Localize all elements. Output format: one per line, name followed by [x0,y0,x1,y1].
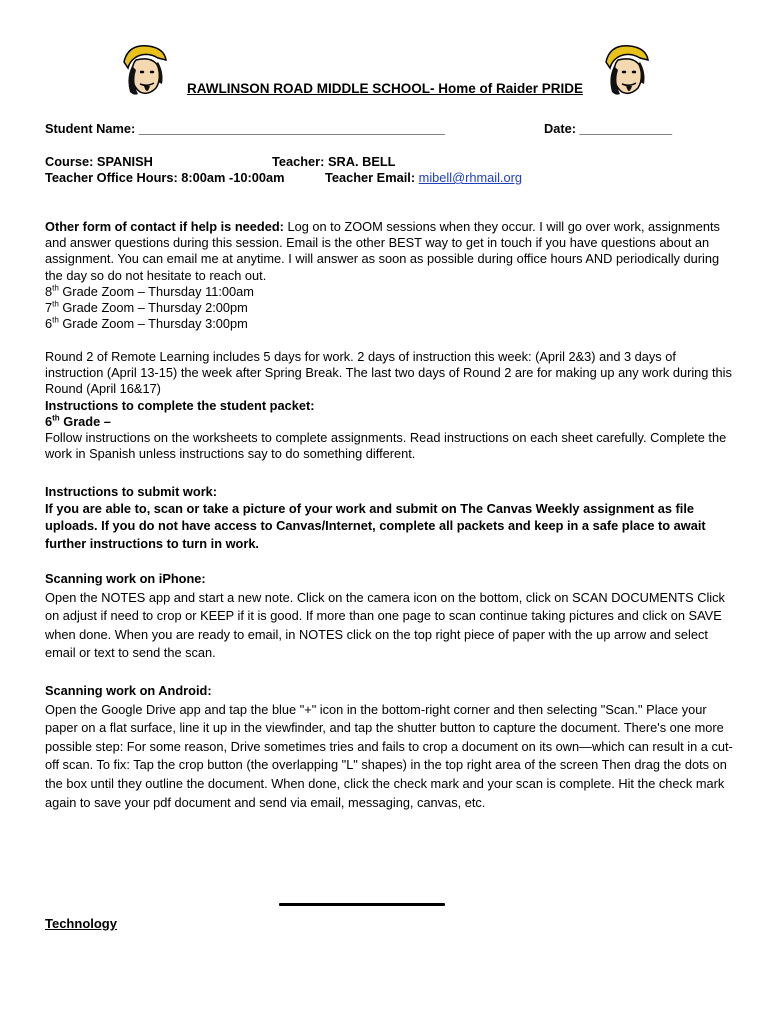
iphone-heading: Scanning work on iPhone: [45,571,206,586]
teacher-email [325,170,522,185]
contact-text: Log on to ZOOM sessions when they occur. I will go over work, assignments and answer questions during this session. Email is the other BEST way to get in touch if you have questions about an assignment. You can email me at anytime. I will answer as soon as possible during office hours AND periodically during the day so do not hesitate to reach out. [45,219,720,283]
android-section [45,682,735,812]
divider-line [279,903,445,906]
email-label: Teacher Email: [325,170,419,185]
iphone-text: Open the NOTES app and start a new note. Click on the camera icon on the bottom, click on SCAN DOCUMENTS Click on adjust if need to crop or KEEP if it is good. If more than one page to scan continue taking pictures and click on SAVE when done. When you are ready to email, in NOTES click on the top right piece of paper with the up arrow and select email or text to send the scan. [45,589,725,661]
zoom-schedule-item: 8th Grade Zoom – Thursday 11:00am [45,283,254,299]
android-heading: Scanning work on Android: [45,683,212,698]
date-field[interactable]: Date: _____________ [544,121,673,136]
submit-heading: Instructions to submit work: [45,484,218,499]
office-hours-label: Teacher Office Hours: 8:00am -10:00am [45,170,285,185]
contact-heading: Other form of contact if help is needed: [45,219,284,234]
page-title: RAWLINSON ROAD MIDDLE SCHOOL- Home of Raider PRIDE [186,81,583,96]
grade-heading: 6th Grade – [45,413,111,429]
iphone-section [45,570,735,663]
student-name-field[interactable]: Student Name: ___________________________________________ [45,121,445,136]
grade-instructions: Follow instructions on the worksheets to complete assignments. Read instructions on each sheet carefully. Complete the work in Spanish unless instructions say to do something different. [45,430,727,462]
submit-section [45,483,735,552]
zoom-schedule-item: 6th Grade Zoom – Thursday 3:00pm [45,315,248,332]
android-text: Open the Google Drive app and tap the blue "+" icon in the bottom-right corner and then selecting "Scan." Place your paper on a flat surface, line it up in the viewfinder, and tap the shutter button to capture the document. There's one more possible step: For some reason, Drive sometimes tries and fails to crop a document on its own—which can result in a cut-off scan. To fix: Tap the crop button (the overlapping "L" shapes) in the top right area of the screen Then drag the dots on the box until they outline the document. When done, click the check mark and your scan is complete. Hit the check mark again to save your pdf document and send via email, messaging, canvas, etc. [45,701,733,810]
round-section [45,349,735,462]
contact-section [45,219,735,332]
course-label: Course: SPANISH [45,154,153,169]
round-text: Round 2 of Remote Learning includes 5 days for work. 2 days of instruction this week: (April 2&3) and 3 days of instruction (April 13-15) the week after Spring Break. The last two days of Round 2 are for making up any work during this Round (April 16&17) [45,349,732,397]
email-link[interactable]: mibell@rhmail.org [418,170,522,185]
technology-heading: Technology [45,916,117,931]
instructions-heading: Instructions to complete the student packet: [45,397,315,413]
zoom-schedule-item: 7th Grade Zoom – Thursday 2:00pm [45,299,248,316]
teacher-label: Teacher: SRA. BELL [272,154,396,169]
submit-text: If you are able to, scan or take a picture of your work and submit on The Canvas Weekly assignment as file uploads. If you do not have access to Canvas/Internet, complete all packets and keep in a safe place to await further instructions to turn in work. [45,501,706,551]
